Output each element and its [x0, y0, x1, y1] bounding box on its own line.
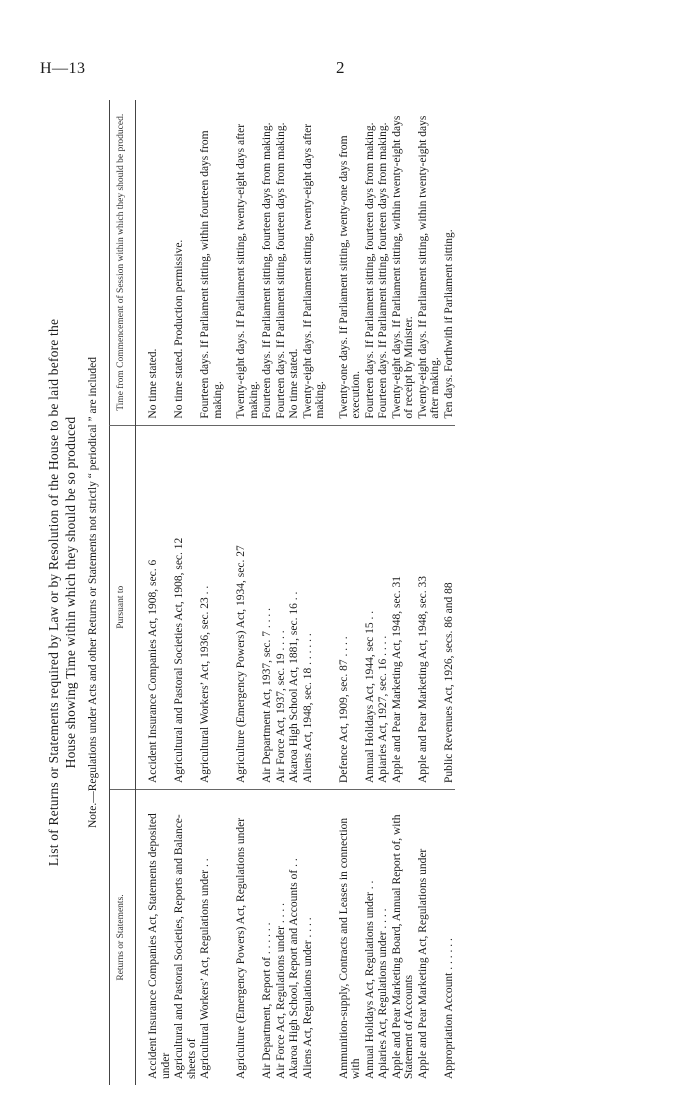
- pursuant-cell: Public Revenues Act, 1926, secs. 86 and 88: [442, 425, 456, 789]
- table-row: [274, 100, 288, 1085]
- pursuant-cell: Aliens Act, 1948, sec. 18 . . . . . .: [301, 425, 327, 789]
- returns-table: [109, 100, 455, 1085]
- time-cell: Fourteen days. If Parliament sitting, fourteen days from making.: [274, 122, 287, 419]
- table-row: [172, 100, 198, 1085]
- pursuant-cell: Air Department Act, 1937, sec. 7 . . . .: [260, 425, 274, 789]
- time-cell: Twenty-eight days. If Parliament sitting, within twenty-eight days after making.: [416, 115, 441, 419]
- time-cell: No time stated.: [147, 348, 159, 419]
- return-cell: Agricultural Workers’ Act, Regulations under . .: [199, 858, 211, 1079]
- header-returns: Returns or Statements.: [110, 790, 136, 1086]
- table-row: [146, 100, 172, 1085]
- pursuant-cell: Akaroa High School Act, 1881, sec. 16 . .: [287, 425, 301, 789]
- pursuant-cell: Apple and Pear Marketing Act, 1948, sec. 31: [390, 425, 416, 789]
- return-cell: Apple and Pear Marketing Board, Annual Report of, with Statement of Accounts: [390, 814, 415, 1079]
- pursuant-cell: Agriculture (Emergency Powers) Act, 1934, sec. 27: [234, 425, 260, 789]
- pursuant-cell: Apple and Pear Marketing Act, 1948, sec. 33: [416, 425, 442, 789]
- time-cell: No time stated. Production permissive.: [173, 239, 185, 419]
- return-cell: Apple and Pear Marketing Act, Regulations under: [416, 848, 429, 1079]
- table-row: [442, 100, 456, 1085]
- title-line-2: House showing Time within which they should be so produced: [63, 416, 78, 769]
- table-row: [198, 100, 224, 1085]
- note: Note.—Regulations under Acts and other Returns or Statements not strictly “ periodical ” are included: [87, 356, 99, 829]
- time-cell: Fourteen days. If Parliament sitting, fourteen days from making.: [261, 122, 273, 419]
- table-row: [301, 100, 327, 1085]
- table-row: [376, 100, 390, 1085]
- pursuant-cell: Air Force Act, 1937, sec. 19 . . . .: [274, 425, 288, 789]
- pursuant-cell: Agricultural Workers’ Act, 1936, sec. 23 . .: [198, 425, 224, 789]
- return-cell: Annual Holidays Act, Regulations under . .: [363, 880, 376, 1079]
- rotated-content: [45, 100, 655, 1085]
- time-cell: Fourteen days. If Parliament sitting, within fourteen days from making.: [199, 130, 224, 419]
- pursuant-cell: Agricultural and Pastoral Societies Act, 1908, sec. 12: [172, 425, 198, 789]
- return-cell: Apiaries Act, Regulations under . . . .: [377, 908, 389, 1079]
- pursuant-cell: Annual Holidays Act, 1944, sec 15 . .: [363, 425, 377, 789]
- table-row: [260, 100, 274, 1085]
- return-cell: Agriculture (Emergency Powers) Act, Regulations under: [235, 817, 247, 1079]
- time-cell: Twenty-eight days. If Parliament sitting, within twenty-eight days of receipt by Minister.: [390, 115, 415, 419]
- return-cell: Air Department, Report of . . . . . .: [261, 922, 273, 1079]
- time-cell: Twenty-one days. If Parliament sitting, twenty-one days from execution.: [337, 135, 362, 419]
- time-cell: Fourteen days. If Parliament sitting, fourteen days from making.: [363, 122, 376, 419]
- table-row: [337, 100, 363, 1085]
- header-pursuant: Pursuant to: [110, 425, 136, 789]
- time-cell: No time stated.: [288, 348, 300, 419]
- header-time: Time from Commencement of Session within which they should be produced.: [110, 100, 136, 425]
- table-row: [234, 100, 260, 1085]
- return-cell: Ammunition-supply, Contracts and Leases in connection with: [337, 817, 362, 1079]
- pursuant-cell: Accident Insurance Companies Act, 1908, sec. 6: [146, 425, 172, 789]
- return-cell: Aliens Act, Regulations under . . . .: [301, 917, 314, 1079]
- return-cell: Akaroa High School, Report and Accounts of . .: [288, 858, 300, 1079]
- return-cell: Air Force Act, Regulations under . . . .: [274, 903, 287, 1079]
- page-number: 2: [336, 58, 345, 77]
- pursuant-cell: Apiaries Act, 1927, sec. 16 . . . .: [376, 425, 390, 789]
- return-cell: Appropriation Account . . . . . .: [442, 938, 455, 1079]
- time-cell: Ten days. Forthwith if Parliament sitting.: [442, 229, 455, 419]
- time-cell: Twenty-eight days. If Parliament sitting, twenty-eight days after making.: [301, 123, 326, 419]
- return-cell: Agricultural and Pastoral Societies, Reports and Balance-sheets of: [173, 814, 198, 1079]
- pursuant-cell: Defence Act, 1909, sec. 87 . . . .: [337, 425, 363, 789]
- time-cell: Twenty-eight days. If Parliament sitting, twenty-eight days after making.: [235, 123, 260, 419]
- return-cell: Accident Insurance Companies Act, Statements deposited under: [147, 813, 172, 1079]
- document-title: [45, 100, 79, 1085]
- page-reference: H—13: [40, 60, 86, 77]
- table-row: [416, 100, 442, 1085]
- title-line-1: List of Returns or Statements required by Law or by Resolution of the House to be laid before the: [46, 318, 61, 867]
- table-row: [390, 100, 416, 1085]
- table-row: [363, 100, 377, 1085]
- table-row: [287, 100, 301, 1085]
- time-cell: Fourteen days. If Parliament sitting, fourteen days from making.: [377, 122, 389, 419]
